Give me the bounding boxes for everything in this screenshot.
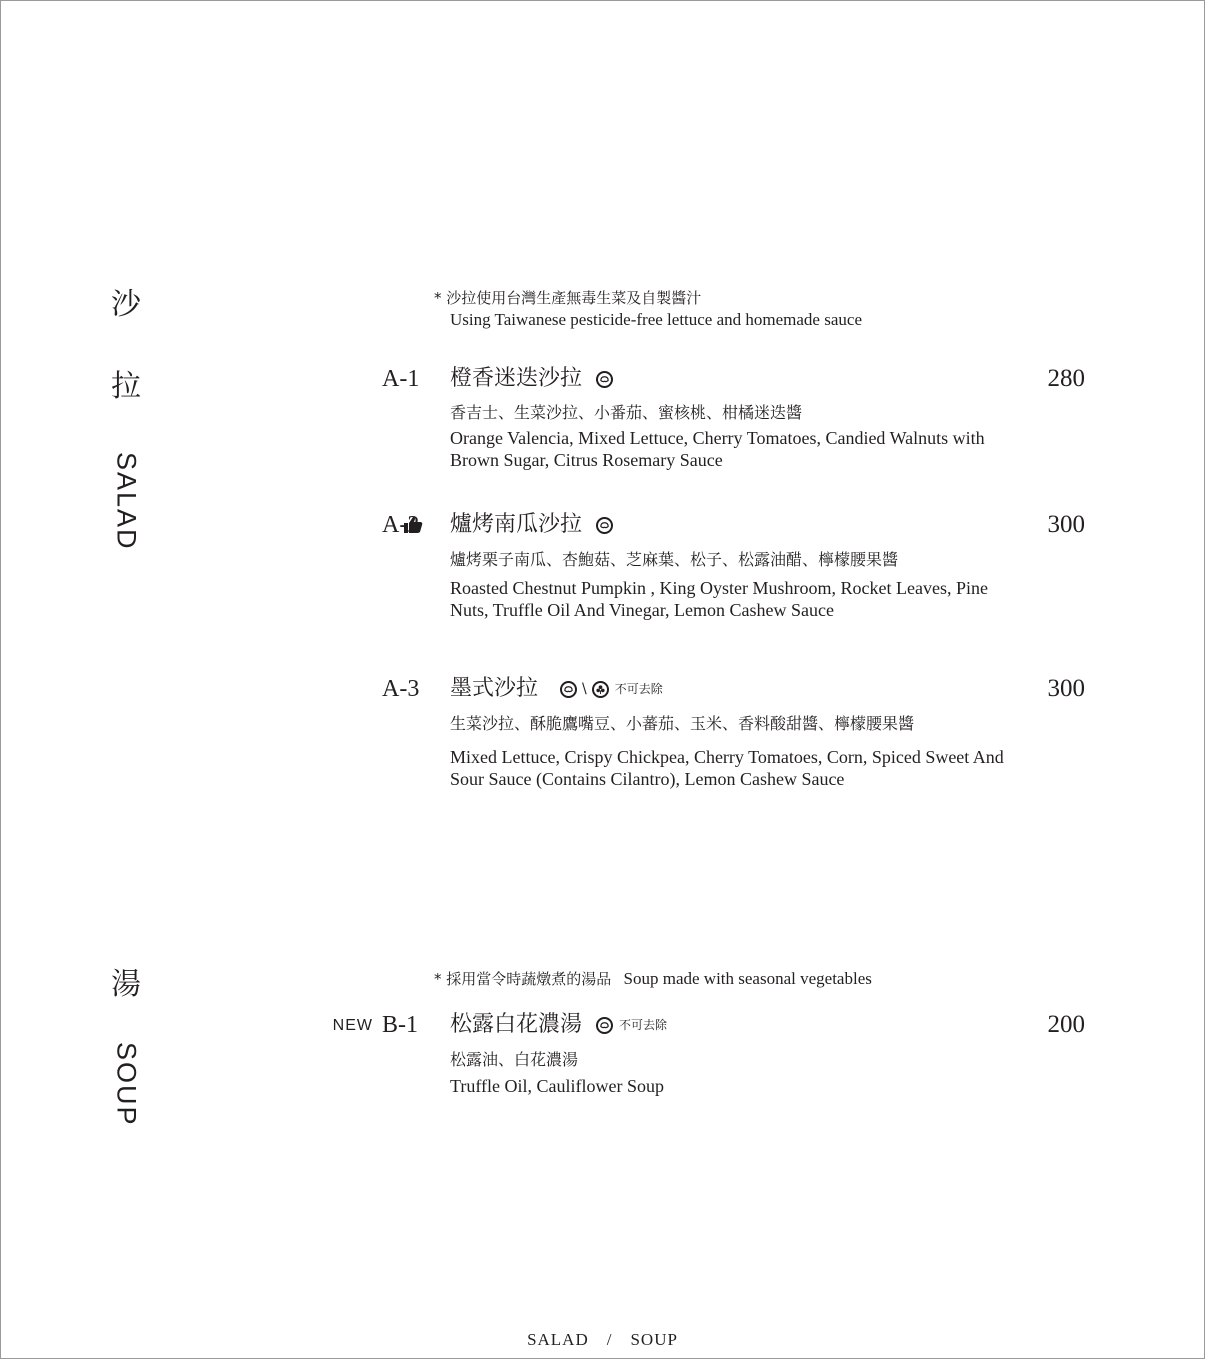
item-name	[450, 362, 613, 396]
item-price: 300	[1047, 675, 1085, 702]
five-spice-icon	[592, 681, 609, 698]
item-desc-en: Truffle Oil, Cauliflower Soup	[450, 1076, 664, 1096]
item-name-text: 墨式沙拉	[450, 676, 539, 701]
vegan-icon	[596, 517, 613, 534]
soup-en-label: SOUP	[111, 1042, 142, 1127]
cannot-remove-tag: 不可去除	[619, 1018, 668, 1032]
item-code: A-3	[382, 676, 420, 702]
soup-note	[434, 968, 872, 990]
item-name	[450, 672, 663, 706]
menu-item-b1	[0, 1008, 1205, 1096]
icon-separator: \	[582, 681, 587, 697]
item-price: 200	[1047, 1011, 1085, 1038]
soup-note-cjk: * 採用當令時蔬燉煮的湯品	[434, 970, 612, 988]
salad-note	[434, 287, 862, 331]
menu-item-a2	[0, 508, 1205, 620]
item-name-text: 橙香迷迭沙拉	[450, 366, 583, 391]
item-name-text: 松露白花濃湯	[450, 1012, 583, 1037]
item-desc-en: Orange Valencia, Mixed Lettuce, Cherry Tomatoes, Candied Walnuts with Brown Sugar, Citrus Rosemary Sauce	[450, 428, 985, 470]
item-code: B-1	[382, 1012, 418, 1038]
vegan-icon	[560, 681, 577, 698]
item-code: A-1	[382, 366, 420, 392]
soup-note-en: Soup made with seasonal vegetables	[623, 969, 872, 988]
item-name	[450, 1008, 667, 1042]
item-code: A-2	[382, 512, 420, 538]
item-desc-cjk: 松露油、白花濃湯	[450, 1050, 579, 1069]
page-footer	[0, 1330, 1205, 1350]
item-desc-cjk: 爐烤栗子南瓜、杏鮑菇、芝麻葉、松子、松露油醋、檸檬腰果醬	[450, 550, 899, 569]
footer-left: SALAD	[527, 1330, 589, 1349]
item-desc-en: Roasted Chestnut Pumpkin , King Oyster Mushroom, Rocket Leaves, Pine Nuts, Truffle Oil And Vinegar, Lemon Cashew Sauce	[450, 578, 988, 620]
footer-slash: /	[606, 1330, 613, 1349]
salad-note-en: Using Taiwanese pesticide-free lettuce and homemade sauce	[450, 310, 862, 329]
salad-note-cjk: * 沙拉使用台灣生產無毒生菜及自製醬汁	[434, 289, 702, 307]
salad-cjk-char-1: 沙	[111, 287, 141, 322]
soup-cjk-char: 湯	[111, 967, 141, 1002]
salad-cjk-char-2: 拉	[111, 369, 141, 404]
item-price: 280	[1047, 365, 1085, 392]
new-badge	[333, 1017, 373, 1035]
new-label: NEW	[332, 1017, 373, 1034]
footer-right: SOUP	[630, 1330, 678, 1349]
cannot-remove-tag: 不可去除	[614, 682, 663, 696]
item-name	[450, 508, 613, 542]
salad-en-label: SALAD	[111, 452, 142, 551]
item-desc-cjk: 生菜沙拉、酥脆鷹嘴豆、小蕃茄、玉米、香料酸甜醬、檸檬腰果醬	[450, 714, 915, 733]
item-name-text: 爐烤南瓜沙拉	[450, 512, 583, 537]
item-desc-cjk: 香吉士、生菜沙拉、小番茄、蜜核桃、柑橘迷迭醬	[450, 403, 803, 422]
item-price: 300	[1047, 511, 1085, 538]
vegan-icon	[596, 371, 613, 388]
soup-side-title	[104, 967, 148, 1127]
item-desc-en: Mixed Lettuce, Crispy Chickpea, Cherry Tomatoes, Corn, Spiced Sweet And Sour Sauce (Contains Cilantro), Lemon Cashew Sauce	[450, 747, 1004, 789]
vegan-icon	[596, 1017, 613, 1034]
menu-item-a3	[0, 672, 1205, 789]
menu-item-a1	[0, 362, 1205, 470]
